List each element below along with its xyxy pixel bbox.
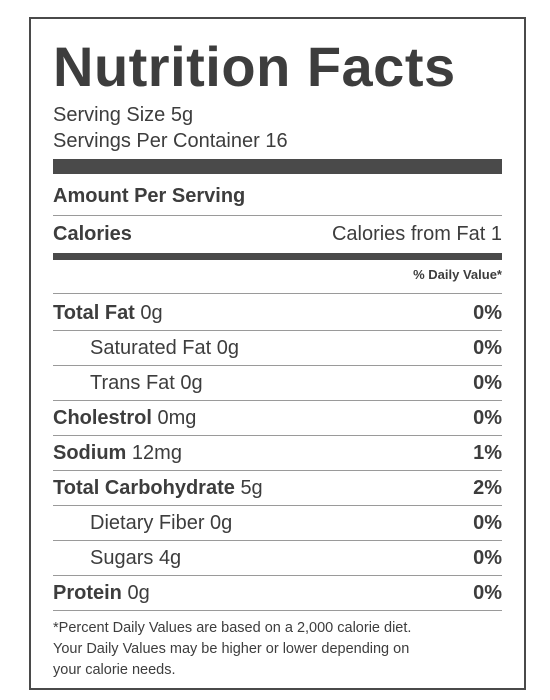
nutrient-name: Sodium xyxy=(53,442,127,464)
nutrient-amount: 0g xyxy=(180,372,203,394)
nutrient-row-total-fat xyxy=(53,297,502,329)
nutrient-percent: 0% xyxy=(473,512,502,534)
nutrient-name: Protein xyxy=(53,582,122,604)
medium-divider xyxy=(53,253,502,260)
nutrient-percent: 2% xyxy=(473,477,502,499)
row-divider xyxy=(53,540,502,541)
daily-value-header: % Daily Value* xyxy=(413,267,502,282)
nutrient-percent: 0% xyxy=(473,302,502,324)
amount-per-serving-row xyxy=(53,180,502,212)
footnote xyxy=(53,618,502,681)
nutrient-percent: 0% xyxy=(473,407,502,429)
nutrient-row-trans-fat xyxy=(53,367,502,399)
calories-row xyxy=(53,218,502,250)
nutrient-amount: 12mg xyxy=(131,442,182,464)
nutrient-row-protein xyxy=(53,577,502,609)
footnote-line: *Percent Daily Values are based on a 2,000 calorie diet. xyxy=(53,620,412,636)
nutrient-row-dietary-fiber xyxy=(53,507,502,539)
nutrient-label xyxy=(53,297,163,329)
footnote-line: your calorie needs. xyxy=(53,662,176,678)
nutrient-label xyxy=(90,542,181,574)
nutrient-label xyxy=(90,367,203,399)
label-title: Nutrition Facts xyxy=(53,35,456,98)
nutrient-row-sugars xyxy=(53,542,502,574)
calories-from-fat: Calories from Fat 1 xyxy=(331,223,502,245)
nutrient-label xyxy=(53,577,150,609)
nutrient-name: Trans Fat xyxy=(90,372,175,394)
footnote-line: Your Daily Values may be higher or lower depending on xyxy=(53,641,410,657)
nutrient-amount: 0g xyxy=(210,512,233,534)
nutrient-percent: 0% xyxy=(473,337,502,359)
nutrient-percent: 1% xyxy=(473,442,502,464)
nutrient-name: Total Fat xyxy=(53,302,135,324)
nutrient-amount: 4g xyxy=(158,547,182,569)
serving-size: Serving Size 5g xyxy=(53,104,194,126)
nutrient-row-saturated-fat xyxy=(53,332,502,364)
calories-label: Calories xyxy=(53,223,132,245)
row-divider xyxy=(53,330,502,331)
nutrient-amount: 0mg xyxy=(157,407,197,429)
row-divider xyxy=(53,215,502,216)
nutrient-row-cholestrol xyxy=(53,402,502,434)
nutrient-name: Dietary Fiber xyxy=(90,512,205,534)
nutrient-percent: 0% xyxy=(473,372,502,394)
row-divider xyxy=(53,365,502,366)
thick-divider xyxy=(53,159,502,174)
nutrient-percent: 0% xyxy=(473,547,502,569)
nutrient-name: Saturated Fat xyxy=(90,337,212,359)
row-divider xyxy=(53,293,502,294)
nutrition-label-body xyxy=(53,19,502,688)
nutrient-row-sodium xyxy=(53,437,502,469)
row-divider xyxy=(53,435,502,436)
nutrition-label xyxy=(29,17,526,690)
row-divider xyxy=(53,575,502,576)
row-divider xyxy=(53,505,502,506)
nutrient-percent: 0% xyxy=(473,582,502,604)
servings-per-container: Servings Per Container 16 xyxy=(53,130,288,152)
amount-per-serving-label: Amount Per Serving xyxy=(53,185,246,207)
nutrient-amount: 0g xyxy=(216,337,239,359)
row-divider xyxy=(53,470,502,471)
nutrient-amount: 0g xyxy=(140,302,163,324)
nutrient-name: Cholestrol xyxy=(53,407,152,429)
nutrient-row-total-carbohydrate xyxy=(53,472,502,504)
nutrient-label xyxy=(53,472,263,504)
row-divider xyxy=(53,400,502,401)
nutrient-label xyxy=(90,507,232,539)
nutrient-amount: 5g xyxy=(240,477,263,499)
nutrient-label xyxy=(90,332,239,364)
nutrient-amount: 0g xyxy=(127,582,150,604)
row-divider xyxy=(53,610,502,611)
nutrient-name: Total Carbohydrate xyxy=(53,477,235,499)
nutrient-label xyxy=(53,402,196,434)
daily-value-header-row xyxy=(53,262,502,288)
nutrient-name: Sugars xyxy=(90,547,154,569)
nutrient-label xyxy=(53,437,182,469)
